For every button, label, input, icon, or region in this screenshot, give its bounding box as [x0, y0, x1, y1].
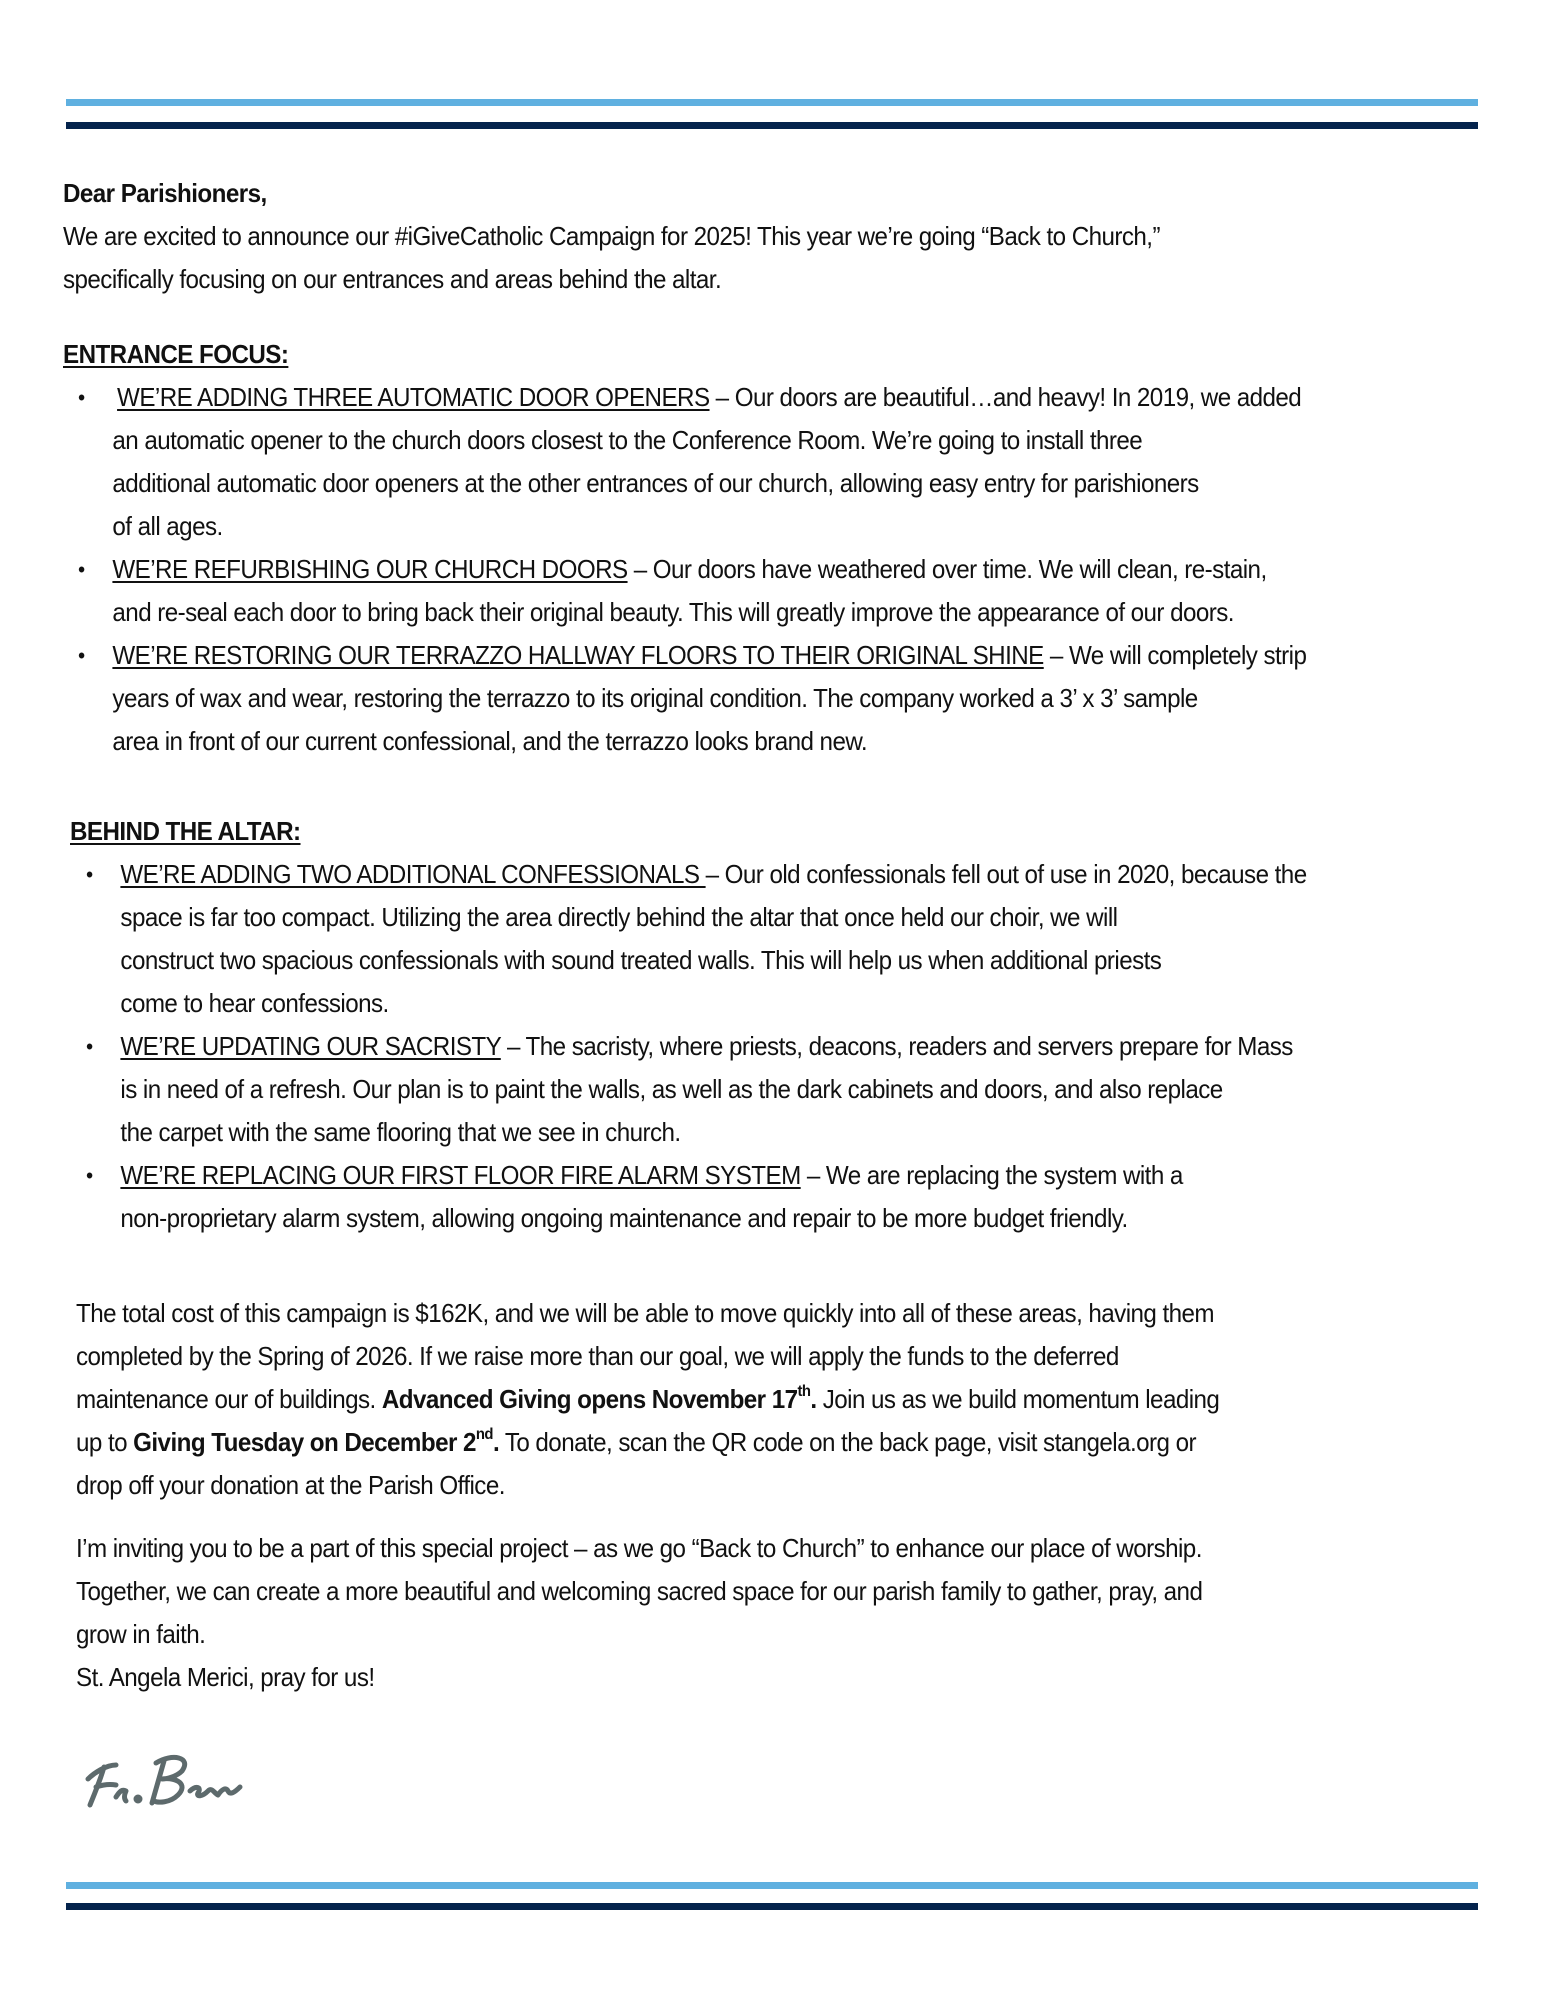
bullet-icon: • — [78, 385, 85, 410]
entrance-focus-list — [78, 376, 1306, 763]
list-item — [78, 634, 1306, 763]
paragraph-line — [76, 1378, 1219, 1421]
giving-tuesday-date: Giving Tuesday on December 2nd. — [133, 1426, 500, 1457]
item-title: WE’RE ADDING TWO ADDITIONAL CONFESSIONALS — [120, 859, 706, 889]
paragraph-line: drop off your donation at the Parish Office. — [76, 1470, 505, 1500]
paragraph-line: grow in faith. — [76, 1619, 206, 1649]
cost-paragraph — [76, 1292, 1219, 1507]
greeting: Dear Parishioners, — [63, 178, 267, 208]
behind-altar-list — [86, 853, 1307, 1240]
list-item — [86, 853, 1307, 1025]
bottom-accent-bar-light — [66, 1882, 1478, 1889]
bullet-icon: • — [86, 862, 93, 887]
list-item — [86, 1025, 1307, 1154]
bottom-accent-bar-dark — [66, 1903, 1478, 1910]
section-entrance-focus — [63, 333, 288, 376]
paragraph-line: The total cost of this campaign is $162K, and we will be able to move quickly into all of these areas, having them — [76, 1298, 1215, 1328]
bullet-icon: • — [78, 643, 85, 668]
advanced-giving-date: Advanced Giving opens November 17th. — [381, 1383, 817, 1414]
item-text: area in front of our current confessional, and the terrazzo looks brand new. — [112, 726, 868, 756]
item-text: an automatic opener to the church doors closest to the Conference Room. We’re going to install three — [112, 425, 1143, 455]
item-text: – Our old confessionals fell out of use in 2020, because the — [705, 859, 1307, 889]
signature — [82, 1745, 282, 1820]
paragraph-line: I’m inviting you to be a part of this special project – as we go “Back to Church” to enhance our place of worship. — [76, 1533, 1202, 1563]
list-item — [86, 1154, 1307, 1240]
top-accent-bar-light — [66, 99, 1478, 106]
letter-intro — [63, 172, 1160, 301]
item-text: construct two spacious confessionals with sound treated walls. This will help us when additional priests — [120, 945, 1162, 975]
paragraph-text: To donate, scan the QR code on the back page, visit stangela.org or — [499, 1427, 1196, 1457]
item-title: WE’RE REPLACING OUR FIRST FLOOR FIRE ALARM SYSTEM — [120, 1160, 801, 1190]
item-text: – Our doors are beautiful…and heavy! In 2019, we added — [709, 382, 1302, 412]
intro-line-2: specifically focusing on our entrances and areas behind the altar. — [63, 264, 722, 294]
bullet-icon: • — [78, 557, 85, 582]
bullet-icon: • — [86, 1034, 93, 1059]
list-item — [78, 376, 1306, 548]
item-text: – We will completely strip — [1043, 640, 1307, 670]
intro-line-1: We are excited to announce our #iGiveCatholic Campaign for 2025! This year we’re going “Back to Church,” — [63, 221, 1160, 251]
item-title: WE’RE REFURBISHING OUR CHURCH DOORS — [112, 554, 628, 584]
item-text: is in need of a refresh. Our plan is to paint the walls, as well as the dark cabinets and doors, and also replace — [120, 1074, 1223, 1104]
item-text: come to hear confessions. — [120, 988, 389, 1018]
item-text: of all ages. — [112, 511, 223, 541]
item-text: – The sacristy, where priests, deacons, readers and servers prepare for Mass — [500, 1031, 1293, 1061]
paragraph-text: up to — [76, 1427, 134, 1457]
paragraph-text: maintenance our of buildings. — [76, 1384, 382, 1414]
item-text: space is far too compact. Utilizing the area directly behind the altar that once held our choir, we will — [120, 902, 1118, 932]
section-behind-the-altar — [70, 810, 301, 853]
item-text: non-proprietary alarm system, allowing ongoing maintenance and repair to be more budget friendly. — [120, 1203, 1128, 1233]
item-text: – Our doors have weathered over time. We will clean, re-stain, — [627, 554, 1267, 584]
closing-paragraph — [76, 1527, 1202, 1699]
paragraph-line — [76, 1421, 1219, 1464]
item-text: the carpet with the same flooring that we see in church. — [120, 1117, 681, 1147]
top-accent-bar-dark — [66, 122, 1478, 129]
paragraph-text: Join us as we build momentum leading — [816, 1384, 1220, 1414]
item-text: years of wax and wear, restoring the terrazzo to its original condition. The company worked a 3’ x 3’ sample — [112, 683, 1198, 713]
bullet-icon: • — [86, 1163, 93, 1188]
closing-prayer: St. Angela Merici, pray for us! — [76, 1662, 375, 1692]
list-item — [78, 548, 1306, 634]
section-heading: ENTRANCE FOCUS: — [63, 339, 289, 369]
signature-icon — [82, 1745, 282, 1815]
section-heading: BEHIND THE ALTAR: — [70, 816, 301, 846]
paragraph-line: completed by the Spring of 2026. If we raise more than our goal, we will apply the funds to the deferred — [76, 1341, 1119, 1371]
item-title: WE’RE ADDING THREE AUTOMATIC DOOR OPENERS — [117, 382, 710, 412]
item-text: and re-seal each door to bring back their original beauty. This will greatly improve the appearance of our doors. — [112, 597, 1234, 627]
item-title: WE’RE UPDATING OUR SACRISTY — [120, 1031, 501, 1061]
item-text: – We are replacing the system with a — [800, 1160, 1183, 1190]
paragraph-line: Together, we can create a more beautiful and welcoming sacred space for our parish family to gather, pray, and — [76, 1576, 1203, 1606]
item-title: WE’RE RESTORING OUR TERRAZZO HALLWAY FLOORS TO THEIR ORIGINAL SHINE — [112, 640, 1044, 670]
item-text: additional automatic door openers at the other entrances of our church, allowing easy entry for parishioners — [112, 468, 1199, 498]
